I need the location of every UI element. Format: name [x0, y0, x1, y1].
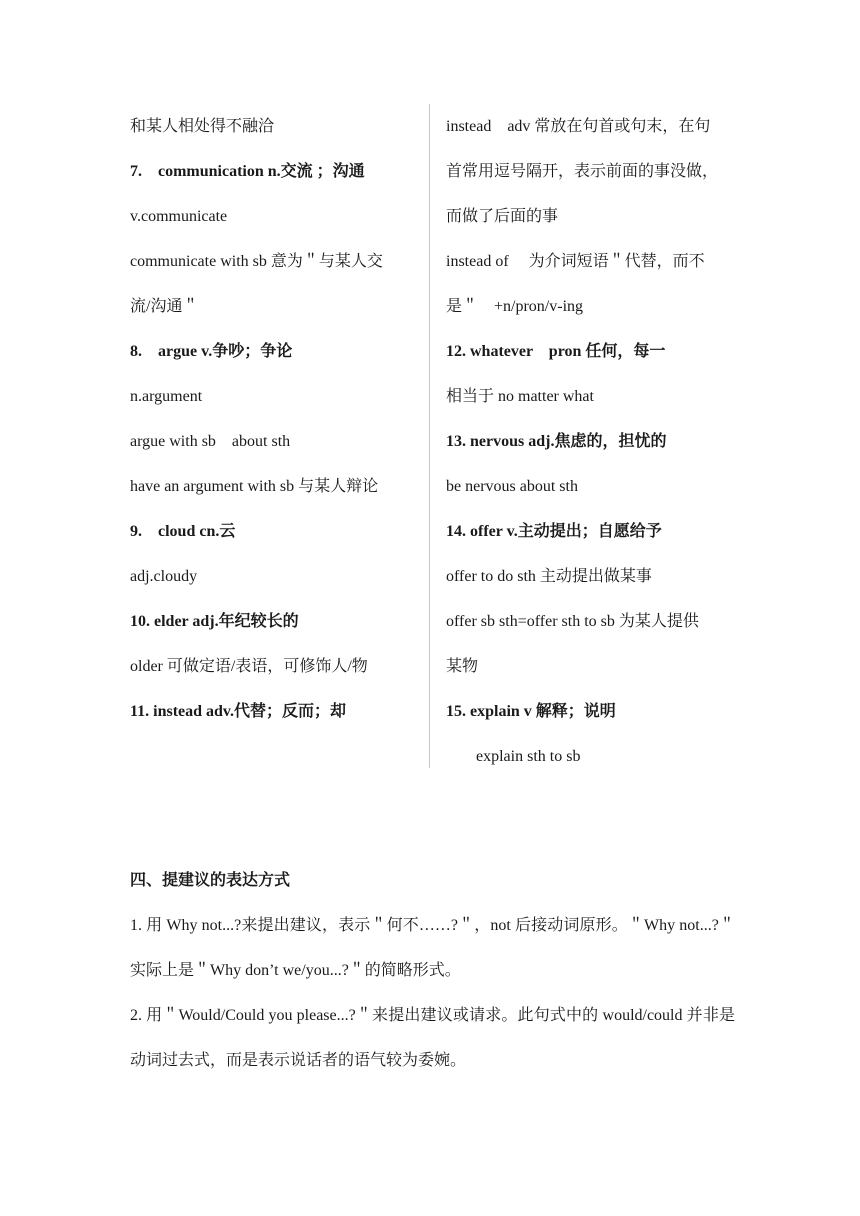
left-line: v.communicate: [130, 208, 228, 225]
right-line: 而做了后面的事: [446, 208, 559, 225]
left-column: [130, 104, 420, 734]
right-line: explain sth to sb: [476, 748, 581, 765]
section-title: 四、提建议的表达方式: [130, 872, 291, 889]
right-line: 首常用逗号隔开，表示前面的事没做，: [446, 163, 719, 180]
right-vocab-heading: 12. whatever pron 任何，每一: [446, 343, 666, 360]
left-line: adj.cloudy: [130, 568, 198, 585]
left-vocab-heading: 7. communication n.交流 ；沟通: [130, 163, 365, 180]
right-line: offer to do sth 主动提出做某事: [446, 568, 652, 585]
left-line: have an argument with sb 与某人辩论: [130, 478, 379, 495]
right-line: 某物: [446, 658, 479, 675]
right-line: 相当于 no matter what: [446, 388, 594, 405]
left-line: communicate with sb 意为＂与某人交: [130, 253, 383, 270]
right-line: offer sb sth=offer sth to sb 为某人提供: [446, 613, 699, 630]
left-vocab-heading: 8. argue v.争吵；争论: [130, 343, 293, 360]
left-line: older 可做定语/表语，可修饰人/物: [130, 658, 368, 675]
right-line: instead adv 常放在句首或句末，在句: [446, 118, 711, 135]
left-vocab-heading: 10. elder adj.年纪较长的: [130, 613, 299, 630]
right-vocab-heading: 14. offer v.主动提出；自愿给予: [446, 523, 662, 540]
right-vocab-heading: 13. nervous adj.焦虑的，担忧的: [446, 433, 667, 450]
right-line: instead of 为介词短语＂代替，而不: [446, 253, 705, 270]
section-paragraph-2: 2. 用＂Would/Could you please...?＂来提出建议或请求。此句式中的 would/could 并非是动词过去式，而是表示说话者的语气较为委婉。: [130, 1007, 735, 1069]
left-vocab-heading: 11. instead adv.代替；反而；却: [130, 703, 347, 720]
right-line: be nervous about sth: [446, 478, 578, 495]
left-line: 流/沟通＂: [130, 298, 199, 315]
left-vocab-heading: 9. cloud cn.云: [130, 523, 236, 540]
right-vocab-heading: 15. explain v 解释；说明: [446, 703, 616, 720]
left-line: n.argument: [130, 388, 203, 405]
left-line: 和某人相处得不融洽: [130, 118, 275, 135]
suggestion-section: [130, 858, 735, 1083]
right-column: [446, 104, 738, 779]
left-line: argue with sb about sth: [130, 433, 291, 450]
right-line: 是＂ +n/pron/v-ing: [446, 298, 584, 315]
column-divider: [429, 104, 430, 768]
section-paragraph-1: 1. 用 Why not...?来提出建议，表示＂何不……?＂，not 后接动词原形。＂Why not...?＂实际上是＂Why don’t we/you...?＂的简略形式。: [130, 917, 735, 979]
